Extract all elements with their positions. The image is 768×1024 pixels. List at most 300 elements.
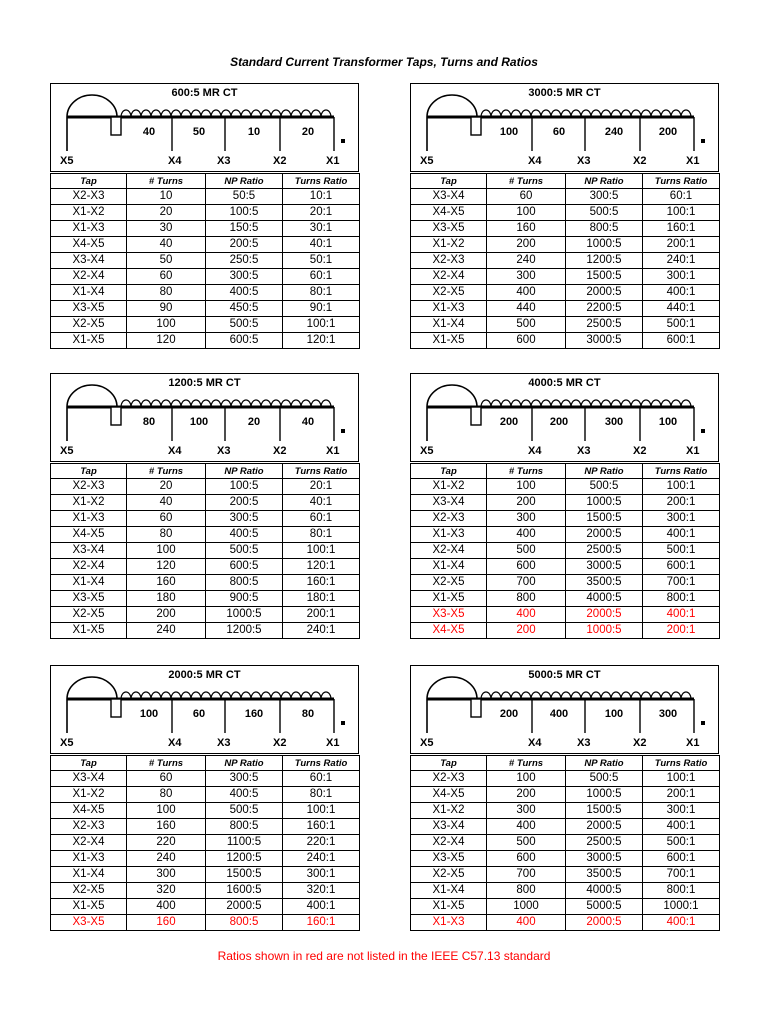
turns-ratio-cell: 700:1	[643, 867, 720, 883]
turns-ratio-cell: 800:1	[643, 883, 720, 899]
turns-cell: 600	[487, 851, 566, 867]
np-ratio-cell: 2000:5	[566, 527, 643, 543]
tap-cell: X1-X5	[51, 333, 127, 349]
np-ratio-cell: 2500:5	[566, 317, 643, 333]
np-ratio-cell: 400:5	[206, 527, 283, 543]
turns-ratio-cell: 100:1	[643, 205, 720, 221]
turns-ratio-cell: 400:1	[643, 819, 720, 835]
segment-turns-label: 10	[247, 126, 261, 138]
tap-cell: X2-X4	[51, 835, 127, 851]
np-ratio-cell: 2500:5	[566, 835, 643, 851]
header-turns-ratio: Turns Ratio	[643, 174, 720, 189]
turns-cell: 400	[487, 915, 566, 931]
turns-cell: 100	[127, 317, 206, 333]
segment-turns-label: 400	[549, 708, 569, 720]
tap-cell: X2-X3	[51, 189, 127, 205]
tap-cell: X3-X5	[51, 591, 127, 607]
tap-cell: X2-X3	[411, 771, 487, 787]
turns-ratio-cell: 800:1	[643, 591, 720, 607]
turns-ratio-cell: 180:1	[283, 591, 360, 607]
tap-label: X1	[686, 445, 700, 457]
turns-ratio-cell: 50:1	[283, 253, 360, 269]
header-turns: # Turns	[487, 464, 566, 479]
turns-ratio-cell: 300:1	[283, 867, 360, 883]
table-row	[51, 575, 360, 591]
ct-title: 600:5 MR CT	[171, 87, 238, 99]
polarity-mark-icon	[341, 721, 345, 725]
header-tap: Tap	[51, 756, 127, 771]
header-tap: Tap	[411, 756, 487, 771]
table-row	[411, 495, 720, 511]
turns-cell: 800	[487, 591, 566, 607]
tap-cell: X4-X5	[411, 205, 487, 221]
turns-ratio-cell: 100:1	[283, 543, 360, 559]
turns-cell: 80	[127, 787, 206, 803]
ct-title: 2000:5 MR CT	[168, 669, 241, 681]
turns-ratio-cell: 240:1	[643, 253, 720, 269]
ct-title: 5000:5 MR CT	[528, 669, 601, 681]
turns-ratio-cell: 300:1	[643, 269, 720, 285]
tap-cell: X1-X3	[411, 301, 487, 317]
tap-cell: X3-X5	[51, 301, 127, 317]
tap-label: X2	[633, 445, 647, 457]
turns-ratio-cell: 1000:1	[643, 899, 720, 915]
table-row	[51, 883, 360, 899]
turns-cell: 500	[487, 543, 566, 559]
np-ratio-cell: 1500:5	[206, 867, 283, 883]
turns-cell: 100	[487, 205, 566, 221]
turns-ratio-cell: 400:1	[643, 285, 720, 301]
turns-ratio-cell: 40:1	[283, 237, 360, 253]
turns-ratio-cell: 200:1	[643, 495, 720, 511]
tap-label: X2	[273, 445, 287, 457]
np-ratio-cell: 3000:5	[566, 333, 643, 349]
table-row	[411, 899, 720, 915]
turns-cell: 300	[127, 867, 206, 883]
tap-cell: X3-X5	[411, 607, 487, 623]
turns-cell: 220	[127, 835, 206, 851]
turns-ratio-cell: 700:1	[643, 575, 720, 591]
tap-cell: X3-X4	[51, 543, 127, 559]
turns-cell: 400	[487, 285, 566, 301]
ratio-table	[410, 755, 720, 931]
tap-cell: X4-X5	[411, 787, 487, 803]
turns-cell: 80	[127, 285, 206, 301]
turns-cell: 300	[487, 803, 566, 819]
np-ratio-cell: 450:5	[206, 301, 283, 317]
segment-turns-label: 60	[192, 708, 206, 720]
table-row	[411, 479, 720, 495]
turns-ratio-cell: 120:1	[283, 559, 360, 575]
segment-turns-label: 80	[142, 416, 156, 428]
np-ratio-cell: 800:5	[206, 819, 283, 835]
table-row	[51, 189, 360, 205]
segment-turns-label: 200	[658, 126, 678, 138]
table-row	[51, 851, 360, 867]
tap-cell: X2-X5	[411, 867, 487, 883]
tap-label: X3	[217, 155, 231, 167]
table-row	[51, 559, 360, 575]
turns-ratio-cell: 440:1	[643, 301, 720, 317]
turns-ratio-cell: 40:1	[283, 495, 360, 511]
turns-cell: 100	[487, 771, 566, 787]
header-turns-ratio: Turns Ratio	[643, 464, 720, 479]
turns-ratio-cell: 160:1	[283, 575, 360, 591]
turns-ratio-cell: 60:1	[283, 269, 360, 285]
tap-label: X3	[217, 445, 231, 457]
tap-cell: X2-X5	[411, 285, 487, 301]
segment-turns-label: 40	[142, 126, 156, 138]
segment-turns-label: 100	[658, 416, 678, 428]
tap-cell: X1-X5	[411, 333, 487, 349]
turns-cell: 600	[487, 333, 566, 349]
turns-ratio-cell: 120:1	[283, 333, 360, 349]
segment-turns-label: 40	[301, 416, 315, 428]
table-row	[411, 269, 720, 285]
np-ratio-cell: 1200:5	[206, 623, 283, 639]
table-row	[51, 527, 360, 543]
turns-ratio-cell: 600:1	[643, 851, 720, 867]
np-ratio-cell: 500:5	[206, 803, 283, 819]
table-row	[411, 543, 720, 559]
turns-ratio-cell: 200:1	[283, 607, 360, 623]
tap-label: X5	[60, 737, 74, 749]
np-ratio-cell: 100:5	[206, 205, 283, 221]
np-ratio-cell: 1000:5	[566, 495, 643, 511]
segment-turns-label: 200	[549, 416, 569, 428]
table-row	[411, 787, 720, 803]
turns-ratio-cell: 90:1	[283, 301, 360, 317]
table-row	[51, 285, 360, 301]
tap-label: X2	[273, 155, 287, 167]
header-turns: # Turns	[487, 756, 566, 771]
np-ratio-cell: 2500:5	[566, 543, 643, 559]
np-ratio-cell: 50:5	[206, 189, 283, 205]
turns-cell: 400	[127, 899, 206, 915]
turns-cell: 120	[127, 333, 206, 349]
tap-cell: X3-X4	[411, 495, 487, 511]
table-header-row	[51, 174, 360, 189]
np-ratio-cell: 400:5	[206, 285, 283, 301]
np-ratio-cell: 500:5	[566, 479, 643, 495]
table-row	[411, 317, 720, 333]
tap-cell: X2-X4	[51, 269, 127, 285]
np-ratio-cell: 900:5	[206, 591, 283, 607]
np-ratio-cell: 2200:5	[566, 301, 643, 317]
turns-cell: 200	[487, 237, 566, 253]
np-ratio-cell: 500:5	[206, 543, 283, 559]
turns-ratio-cell: 600:1	[643, 333, 720, 349]
turns-cell: 700	[487, 867, 566, 883]
tap-cell: X2-X5	[51, 883, 127, 899]
ct-panel	[410, 665, 719, 931]
header-tap: Tap	[51, 464, 127, 479]
table-row	[51, 787, 360, 803]
tap-cell: X3-X5	[411, 851, 487, 867]
tap-label: X5	[420, 155, 434, 167]
tap-cell: X2-X3	[411, 253, 487, 269]
table-row	[411, 771, 720, 787]
table-row	[411, 189, 720, 205]
tap-cell: X3-X4	[51, 771, 127, 787]
table-row	[51, 819, 360, 835]
tap-cell: X1-X3	[411, 527, 487, 543]
table-row	[411, 253, 720, 269]
table-row	[411, 819, 720, 835]
table-row	[51, 771, 360, 787]
polarity-mark-icon	[341, 429, 345, 433]
table-row	[51, 301, 360, 317]
turns-ratio-cell: 10:1	[283, 189, 360, 205]
table-row	[411, 607, 720, 623]
np-ratio-cell: 250:5	[206, 253, 283, 269]
tap-cell: X2-X4	[411, 835, 487, 851]
header-np-ratio: NP Ratio	[206, 756, 283, 771]
turns-cell: 500	[487, 317, 566, 333]
turns-cell: 300	[487, 511, 566, 527]
np-ratio-cell: 300:5	[566, 189, 643, 205]
turns-cell: 160	[487, 221, 566, 237]
tap-label: X4	[528, 155, 542, 167]
turns-ratio-cell: 500:1	[643, 543, 720, 559]
turns-cell: 30	[127, 221, 206, 237]
turns-ratio-cell: 200:1	[643, 787, 720, 803]
ratio-table	[50, 755, 360, 931]
segment-turns-label: 50	[192, 126, 206, 138]
turns-ratio-cell: 160:1	[643, 221, 720, 237]
ct-winding-diagram	[50, 665, 359, 754]
turns-cell: 600	[487, 559, 566, 575]
red-ratio-note: Ratios shown in red are not listed in the IEEE C57.13 standard	[217, 949, 551, 963]
turns-ratio-cell: 100:1	[643, 479, 720, 495]
tap-cell: X1-X4	[411, 559, 487, 575]
turns-ratio-cell: 300:1	[643, 511, 720, 527]
np-ratio-cell: 1200:5	[206, 851, 283, 867]
tap-label: X5	[60, 155, 74, 167]
tap-label: X4	[528, 445, 542, 457]
turns-ratio-cell: 500:1	[643, 317, 720, 333]
table-row	[51, 899, 360, 915]
np-ratio-cell: 200:5	[206, 237, 283, 253]
table-row	[51, 205, 360, 221]
tap-cell: X3-X4	[411, 819, 487, 835]
np-ratio-cell: 5000:5	[566, 899, 643, 915]
ratio-table	[410, 173, 720, 349]
turns-ratio-cell: 80:1	[283, 285, 360, 301]
turns-ratio-cell: 100:1	[283, 803, 360, 819]
tap-cell: X3-X4	[51, 253, 127, 269]
turns-cell: 400	[487, 607, 566, 623]
np-ratio-cell: 800:5	[206, 575, 283, 591]
table-row	[51, 495, 360, 511]
tap-cell: X1-X3	[51, 511, 127, 527]
tap-cell: X1-X3	[411, 915, 487, 931]
tap-label: X3	[577, 737, 591, 749]
table-row	[411, 527, 720, 543]
ct-winding-diagram	[50, 83, 359, 172]
tap-cell: X2-X4	[51, 559, 127, 575]
turns-cell: 100	[487, 479, 566, 495]
turns-cell: 100	[127, 803, 206, 819]
segment-turns-label: 300	[604, 416, 624, 428]
np-ratio-cell: 3000:5	[566, 559, 643, 575]
tap-cell: X1-X3	[51, 851, 127, 867]
tap-cell: X1-X2	[51, 205, 127, 221]
table-row	[411, 623, 720, 639]
table-header-row	[51, 756, 360, 771]
ct-panel	[50, 373, 359, 639]
turns-cell: 200	[127, 607, 206, 623]
ratio-table	[50, 463, 360, 639]
np-ratio-cell: 500:5	[566, 771, 643, 787]
tap-label: X1	[326, 445, 340, 457]
turns-ratio-cell: 20:1	[283, 205, 360, 221]
table-row	[51, 915, 360, 931]
turns-cell: 50	[127, 253, 206, 269]
turns-ratio-cell: 400:1	[643, 607, 720, 623]
table-row	[51, 835, 360, 851]
turns-cell: 180	[127, 591, 206, 607]
header-tap: Tap	[411, 464, 487, 479]
tap-cell: X2-X4	[411, 543, 487, 559]
turns-cell: 240	[487, 253, 566, 269]
np-ratio-cell: 2000:5	[566, 819, 643, 835]
table-row	[51, 317, 360, 333]
table-header-row	[51, 464, 360, 479]
turns-ratio-cell: 100:1	[643, 771, 720, 787]
np-ratio-cell: 500:5	[206, 317, 283, 333]
tap-label: X1	[326, 155, 340, 167]
tap-label: X4	[528, 737, 542, 749]
segment-turns-label: 100	[604, 708, 624, 720]
np-ratio-cell: 3000:5	[566, 851, 643, 867]
ct-panel	[50, 83, 359, 349]
polarity-mark-icon	[701, 721, 705, 725]
tap-cell: X1-X2	[51, 787, 127, 803]
np-ratio-cell: 1500:5	[566, 511, 643, 527]
turns-ratio-cell: 60:1	[283, 511, 360, 527]
turns-cell: 100	[127, 543, 206, 559]
ct-winding-diagram	[50, 373, 359, 462]
segment-turns-label: 100	[139, 708, 159, 720]
tap-cell: X4-X5	[51, 237, 127, 253]
header-np-ratio: NP Ratio	[566, 464, 643, 479]
tap-cell: X1-X4	[51, 575, 127, 591]
table-row	[411, 591, 720, 607]
tap-label: X3	[217, 737, 231, 749]
header-np-ratio: NP Ratio	[566, 756, 643, 771]
tap-cell: X2-X5	[411, 575, 487, 591]
polarity-mark-icon	[341, 139, 345, 143]
tap-cell: X1-X4	[411, 883, 487, 899]
np-ratio-cell: 1100:5	[206, 835, 283, 851]
table-row	[411, 803, 720, 819]
ct-panel	[410, 83, 719, 349]
polarity-mark-icon	[701, 139, 705, 143]
ct-title: 4000:5 MR CT	[528, 377, 601, 389]
table-row	[51, 479, 360, 495]
header-np-ratio: NP Ratio	[206, 464, 283, 479]
turns-cell: 240	[127, 851, 206, 867]
tap-cell: X1-X3	[51, 221, 127, 237]
page-title: Standard Current Transformer Taps, Turns and Ratios	[230, 55, 538, 69]
table-row	[411, 205, 720, 221]
turns-cell: 80	[127, 527, 206, 543]
turns-ratio-cell: 400:1	[643, 527, 720, 543]
turns-ratio-cell: 30:1	[283, 221, 360, 237]
tap-label: X4	[168, 737, 182, 749]
tap-cell: X1-X4	[411, 317, 487, 333]
turns-ratio-cell: 400:1	[643, 915, 720, 931]
table-row	[51, 221, 360, 237]
turns-cell: 60	[127, 511, 206, 527]
segment-turns-label: 240	[604, 126, 624, 138]
np-ratio-cell: 150:5	[206, 221, 283, 237]
table-row	[411, 237, 720, 253]
np-ratio-cell: 1600:5	[206, 883, 283, 899]
np-ratio-cell: 1000:5	[566, 623, 643, 639]
turns-ratio-cell: 400:1	[283, 899, 360, 915]
np-ratio-cell: 600:5	[206, 333, 283, 349]
header-np-ratio: NP Ratio	[566, 174, 643, 189]
turns-cell: 40	[127, 237, 206, 253]
segment-turns-label: 20	[301, 126, 315, 138]
turns-ratio-cell: 220:1	[283, 835, 360, 851]
tap-cell: X3-X4	[411, 189, 487, 205]
turns-cell: 200	[487, 787, 566, 803]
np-ratio-cell: 2000:5	[566, 607, 643, 623]
tap-cell: X1-X5	[411, 899, 487, 915]
turns-ratio-cell: 320:1	[283, 883, 360, 899]
tap-cell: X3-X5	[51, 915, 127, 931]
table-row	[51, 511, 360, 527]
turns-ratio-cell: 20:1	[283, 479, 360, 495]
table-row	[51, 591, 360, 607]
tap-cell: X2-X3	[51, 819, 127, 835]
tap-label: X4	[168, 445, 182, 457]
turns-cell: 60	[487, 189, 566, 205]
tap-cell: X1-X2	[411, 237, 487, 253]
tap-cell: X2-X3	[51, 479, 127, 495]
turns-cell: 60	[127, 771, 206, 787]
np-ratio-cell: 1500:5	[566, 269, 643, 285]
turns-cell: 440	[487, 301, 566, 317]
segment-turns-label: 20	[247, 416, 261, 428]
ct-winding-diagram	[410, 665, 719, 754]
table-row	[411, 575, 720, 591]
turns-cell: 400	[487, 527, 566, 543]
tap-label: X1	[686, 737, 700, 749]
tap-label: X4	[168, 155, 182, 167]
turns-cell: 300	[487, 269, 566, 285]
table-row	[51, 269, 360, 285]
turns-ratio-cell: 60:1	[643, 189, 720, 205]
turns-ratio-cell: 240:1	[283, 623, 360, 639]
table-row	[411, 559, 720, 575]
np-ratio-cell: 1000:5	[566, 237, 643, 253]
segment-turns-label: 100	[499, 126, 519, 138]
np-ratio-cell: 300:5	[206, 269, 283, 285]
table-row	[51, 803, 360, 819]
tap-cell: X2-X3	[411, 511, 487, 527]
np-ratio-cell: 300:5	[206, 511, 283, 527]
segment-turns-label: 100	[189, 416, 209, 428]
table-row	[51, 543, 360, 559]
np-ratio-cell: 1500:5	[566, 803, 643, 819]
table-row	[411, 883, 720, 899]
np-ratio-cell: 400:5	[206, 787, 283, 803]
segment-turns-label: 80	[301, 708, 315, 720]
